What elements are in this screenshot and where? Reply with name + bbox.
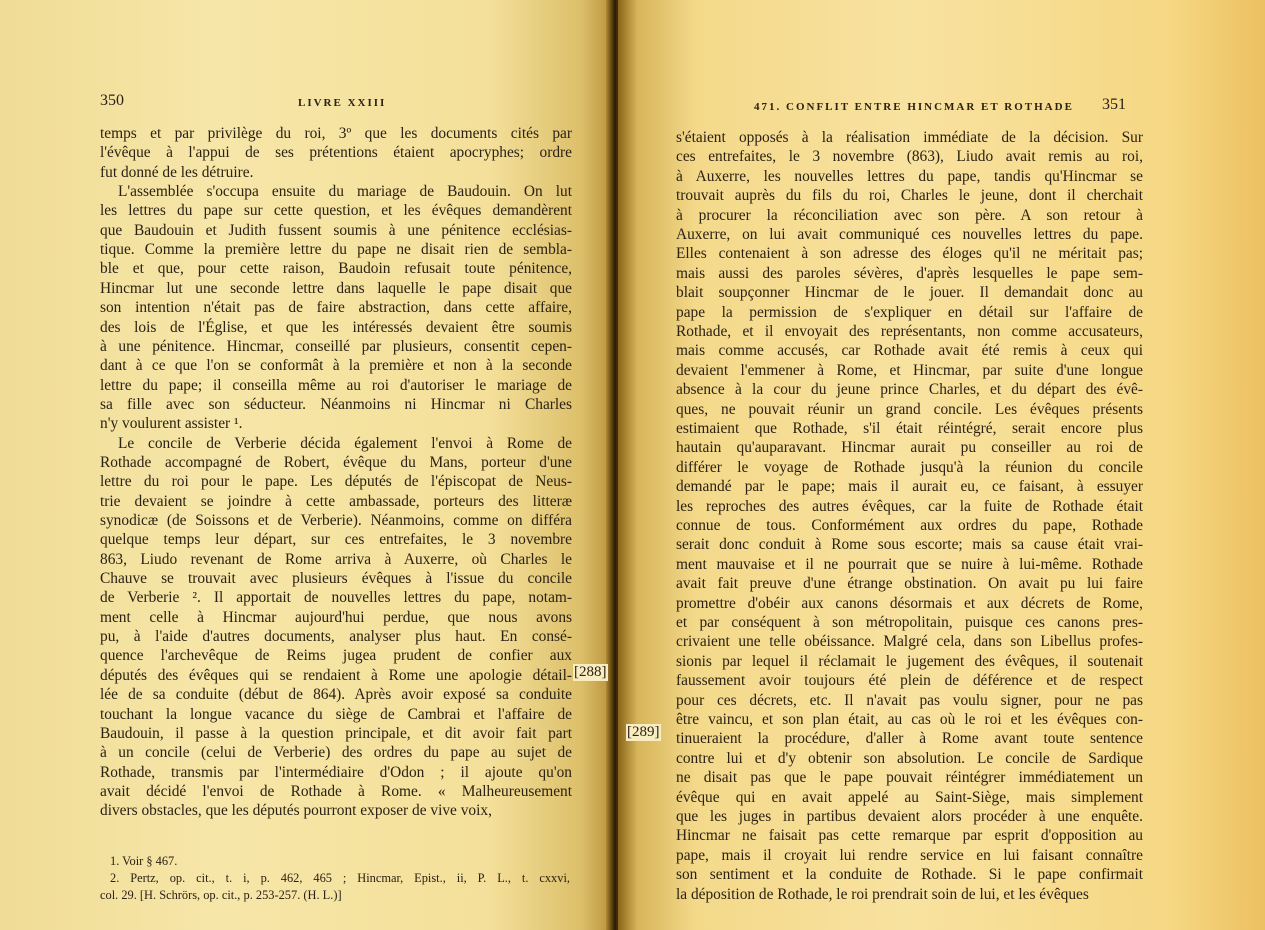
text-line: 863, Liudo revenant de Rome arriva à Auxerre, où Charles le: [100, 550, 572, 568]
text-line: que les juges in partibus devaient alors procéder à une enquête.: [676, 808, 1143, 825]
text-line: blait soupçonner Hincmar de le jouer. Il demandait donc au: [676, 284, 1143, 302]
text-line: ble et que, pour cette raison, Baudoin refusait toute pénitence,: [100, 260, 572, 278]
text-line: ces entrefaites, le 3 novembre (863), Liudo avait remis au roi,: [676, 148, 1143, 166]
text-line: estimaient que Rothade, s'il était réintégré, serait encore plus: [676, 420, 1143, 437]
text-line: différer le voyage de Rothade jusqu'à la réunion du concile: [676, 458, 1143, 476]
text-line: Rothade, transmis par l'intermédiaire d'Odon ; il ajoute qu'on: [100, 763, 572, 781]
text-line: ment mauvaise et il ne pourrait que se nuire à lui-même. Rothade: [676, 555, 1143, 573]
text-line: quelque temps leur départ, sur ces entrefaites, le 3 novembre: [100, 531, 572, 549]
running-head-left: LIVRE XXIII: [298, 97, 387, 109]
text-line: son intention n'était pas de faire abstraction, dans cette affaire,: [100, 299, 572, 317]
footnote: 1. Voir § 467.: [110, 854, 178, 868]
text-line: Rothade accompagné de Robert, évêque du Mans, porteur d'une: [100, 453, 572, 471]
text-line: dant à ce que l'on se conformât à la première et non à la seconde: [100, 357, 572, 375]
text-line: l'évêque à l'appui de ses prétentions étaient apocryphes; ordre: [100, 144, 572, 162]
text-line: devaient l'emmener à Rome, et Hincmar, par suite d'une longue: [676, 361, 1143, 379]
text-line: à Auxerre, les nouvelles lettres du pape, tandis qu'Hincmar se: [676, 167, 1143, 185]
right-page: [618, 0, 1265, 930]
text-line: les reproches des autres évêques, car la fuite de Rothade était: [676, 497, 1143, 515]
text-line: à procurer la réconciliation avec son père. A son retour à: [676, 206, 1143, 224]
text-line: n'y voulurent assister ¹.: [100, 415, 243, 433]
text-line: son sentiment et la conduite de Rothade. Si le pape confirmait: [676, 866, 1143, 884]
text-line: demandé par le pape; mais il aurait eu, ce faisant, à essuyer: [676, 478, 1143, 496]
text-line: à une pénitence. Hincmar, conseillé par plusieurs, consentit cepen-: [100, 337, 572, 355]
text-line: promettre d'obéir aux canons désormais et aux décrets de Rome,: [676, 594, 1143, 612]
text-line: de Verberie ². Il apportait de nouvelles lettres du pape, notam-: [100, 589, 572, 607]
margin-ref-289: [289]: [627, 724, 660, 740]
margin-ref-288: [288]: [574, 664, 607, 680]
text-line: s'étaient opposés à la réalisation immédiate de la décision. Sur: [676, 129, 1143, 146]
text-line: ne disait pas que le pape pouvait réintégrer immédiatement un: [676, 769, 1143, 787]
text-line: à un concile (celui de Verberie) des ordres du pape au sujet de: [100, 744, 572, 762]
text-line: avait décidé l'envoi de Rothade à Rome. « Malheureusement: [100, 782, 572, 800]
text-line: crivaient une telle obéissance. Malgré cela, dans son Libellus profes-: [676, 633, 1143, 651]
text-line: trie devaient se joindre à cette ambassade, porteurs des litteræ: [100, 492, 572, 510]
text-line: lée de sa conduite (début de 864). Après avoir exposé sa conduite: [100, 686, 572, 704]
text-line: être vaincu, et son plan était, au cas où le roi et les évêques con-: [676, 711, 1143, 728]
text-line: touchant la longue vacance du siège de Cambrai et l'affaire de: [100, 705, 572, 723]
text-line: tinueraient la procédure, d'aller à Rome avant toute sentence: [676, 730, 1143, 748]
text-line: temps et par privilège du roi, 3º que les documents cités par: [100, 125, 572, 142]
text-line: Hincmar lut une seconde lettre dans laquelle le pape disait que: [100, 279, 572, 297]
text-line: pu, à l'aide d'autres documents, analyser plus haut. En consé-: [100, 628, 572, 646]
text-line: les lettres du pape sur cette question, et les évêques demandèrent: [100, 202, 572, 220]
text-line: lettre du pape; il conseilla même au roi d'autoriser le mariage de: [100, 376, 572, 394]
text-line: pape la permission de s'expliquer en détail sur l'affaire de: [676, 303, 1143, 321]
text-line: que Baudouin et Judith fussent soumis à une pénitence ecclésias-: [100, 221, 572, 239]
footnote: 2. Pertz, op. cit., t. i, p. 462, 465 ; Hincmar, Epist., ii, P. L., t. cxxvi,: [110, 871, 570, 885]
text-line: hautain qu'auparavant. Hincmar aurait pu conseiller au roi de: [676, 439, 1143, 457]
text-line: L'assemblée s'occupa ensuite du mariage de Baudouin. On lut: [118, 183, 572, 201]
text-line: absence à la cour du jeune prince Charles, et du départ des évê-: [676, 381, 1143, 399]
text-line: pour ces décrets, etc. Il n'avait pas voulu signer, pour ne pas: [676, 691, 1143, 709]
text-line: quence l'archevêque de Reims jugea prudent de confier aux: [100, 647, 572, 665]
text-line: faussement avoir toujours été plein de déférence et de respect: [676, 672, 1143, 690]
text-line: pape, mais il croyait lui rendre service en lui faisant connaître: [676, 846, 1143, 864]
page-number-left: 350: [100, 92, 124, 109]
text-line: députés des évêques qui se rendaient à Rome une apologie détail-: [100, 666, 572, 684]
text-line: sionis par lequel il réclamait le jugement des évêques, il soutenait: [676, 652, 1143, 670]
text-line: serait donc conduit à Rome sous escorte; mais sa cause était vrai-: [676, 536, 1143, 554]
text-line: des lois de l'Église, et que les intéressés devaient être soumis: [100, 318, 572, 336]
text-line: Rothade, et il envoyait des représentants, non comme accusateurs,: [676, 323, 1143, 340]
text-line: Elles contenaient à son adresse des éloges qu'il ne méritait pas;: [676, 245, 1143, 263]
text-line: la déposition de Rothade, le roi prendrait soin de lui, et les évêques: [676, 885, 1089, 903]
text-line: Auxerre, on lui avait communiqué ces nouvelles lettres du pape.: [676, 226, 1143, 243]
text-line: contre lui et d'y obtenir son absolution. Le concile de Sardique: [676, 749, 1143, 767]
text-line: synodicæ (de Soissons et de Verberie). Néanmoins, comme on différa: [100, 512, 572, 529]
text-line: mais comme accusés, car Rothade avait été remis à ceux qui: [676, 342, 1143, 360]
page-number-right: 351: [1102, 96, 1126, 113]
text-line: fut donné de les détruire.: [100, 163, 254, 181]
text-line: ques, ne pouvait réunir un grand concile. Les évêques présents: [676, 400, 1143, 418]
text-line: divers obstacles, que les députés pourront exposer de vive voix,: [100, 802, 492, 820]
text-line: tique. Comme la première lettre du pape ne disait rien de sembla-: [100, 241, 572, 259]
text-line: Hincmar ne faisait pas cette remarque par esprit d'opposition au: [676, 827, 1143, 845]
text-line: avait fait preuve d'une étrange obstination. On avait pu lui faire: [676, 575, 1143, 593]
text-line: trouvait auprès du fils du roi, Charles le jeune, dont il cherchait: [676, 187, 1143, 205]
text-line: évêque qui en avait appelé au Saint-Siège, mais simplement: [676, 788, 1143, 806]
text-line: connue de tous. Conformément aux ordres du pape, Rothade: [676, 517, 1143, 534]
footnote: col. 29. [H. Schrörs, op. cit., p. 253-257. (H. L.)]: [100, 888, 342, 902]
text-line: sa fille avec son séducteur. Néanmoins ni Hincmar ni Charles: [100, 395, 572, 413]
text-line: Le concile de Verberie décida également l'envoi à Rome de: [118, 434, 572, 452]
text-line: Chauve se trouvait avec plusieurs évêques à l'issue du concile: [100, 570, 572, 588]
text-line: ment celle à Hincmar aujourd'hui perdue, que nous avons: [100, 608, 572, 626]
text-line: mais aussi des paroles sévères, d'après lesquelles le pape sem-: [676, 264, 1143, 282]
text-line: et par conséquent à son métropolitain, puisque ces canons pres-: [676, 614, 1143, 631]
text-line: Baudouin, il passe à la question principale, et dit avoir fait part: [100, 724, 572, 742]
running-head-right: 471. CONFLIT ENTRE HINCMAR ET ROTHADE: [754, 101, 1074, 113]
text-line: lettre du roi pour le pape. Les députés de l'épiscopat de Neus-: [100, 473, 572, 491]
left-page: [0, 0, 612, 930]
